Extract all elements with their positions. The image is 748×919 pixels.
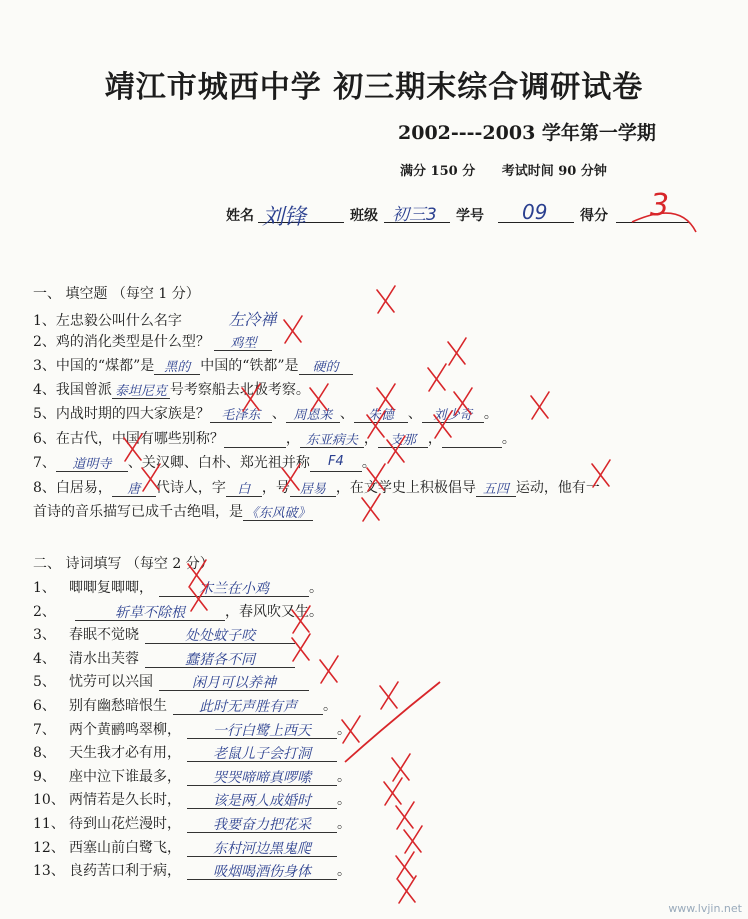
poem-prompt: 天生我才必有用， (69, 745, 181, 762)
full-score: 满分 150 分 (400, 164, 476, 179)
poem-number: 4、 (33, 650, 56, 667)
poem-number: 7、 (33, 721, 56, 738)
poem-number: 1、 (33, 580, 56, 596)
red-cross-mark (320, 656, 338, 683)
q8-answer-b: 白 (237, 482, 251, 497)
poem-answer: 老鼠儿子会打洞 (213, 746, 311, 763)
poem-answer: 一行白鹭上西天 (213, 722, 311, 739)
poem-after: 。 (323, 698, 337, 714)
q3-answer-a: 黑的 (164, 360, 191, 375)
q3-text-a: 3、中国的“煤都”是 (33, 358, 155, 374)
class-label: 班级 (350, 208, 378, 224)
poem-answer: 处处蚊子咬 (185, 628, 255, 645)
section1-title: 一、 填空题 （每空 1 分） (33, 286, 200, 302)
poem-answer: 东村河边黑鬼爬 (213, 840, 311, 857)
red-cross-mark (362, 494, 380, 521)
poem-prompt: 待到山花烂漫时， (69, 816, 181, 832)
name-value: 刘锋 (262, 205, 307, 230)
q8-text-a: 8、白居易， (33, 480, 112, 496)
red-cross-mark (387, 436, 405, 463)
q5-answer-2: 周恩来 (293, 408, 333, 423)
poem-answer: 蠢猪各不同 (185, 651, 255, 668)
q7-answer-b: F4 (328, 454, 344, 469)
score-flourish (632, 213, 696, 232)
poem-answer: 此时无声胜有声 (199, 699, 297, 715)
q5-row: 5、内战时期的四大家族是？ 毛泽东 、 周恩来 、 朱德 、 刘少奇 。 (33, 406, 498, 423)
q6-row: 6、在古代，中国有哪些别称？ ， 东亚病夫 ， 支那 ， 。 (33, 431, 516, 448)
poem-number: 8、 (33, 745, 56, 762)
poem-after: 。 (309, 580, 323, 596)
q4-answer: 泰坦尼克 (114, 384, 167, 399)
poem-answer: 哭哭啼啼真啰嗦 (213, 769, 311, 786)
q8-text-d: ，在文学史上积极倡导 (335, 480, 476, 496)
q4-text-b: 号考察船去北极考察。 (169, 382, 310, 398)
red-cross-mark (377, 286, 395, 313)
poem-after: 。 (337, 816, 351, 832)
q5-answer-4: 刘少奇 (433, 408, 473, 423)
red-cross-mark (310, 384, 328, 411)
red-cross-mark (384, 778, 402, 805)
score-label: 得分 (580, 208, 608, 224)
poem-prompt: 西塞山前白鹭飞， (69, 839, 181, 856)
red-cross-mark (292, 606, 310, 633)
poem-number: 2、 (33, 603, 56, 620)
poem-number: 9、 (33, 768, 56, 785)
red-cross-mark (188, 560, 206, 587)
poem-number: 10、 (33, 792, 65, 809)
poem-prompt: 唧唧复唧唧， (69, 580, 153, 596)
poem-number: 12、 (33, 839, 65, 856)
q7-text: 、关汉卿、白朴、郑光祖并称 (127, 455, 310, 471)
q8-answer-d: 五四 (482, 482, 509, 497)
poem-prompt: 清水出芙蓉 (69, 650, 139, 667)
watermark: www.lvjin.net (668, 902, 742, 915)
poem-after: 。 (337, 792, 351, 809)
red-cross-mark (428, 364, 446, 391)
red-cross-mark (531, 392, 549, 419)
q8-text-b: 代诗人，字 (155, 480, 226, 496)
q5-answer-1: 毛泽东 (221, 408, 261, 423)
name-label: 姓名 (226, 208, 254, 224)
poem-prompt: 忧劳可以兴国 (69, 674, 153, 691)
q2-answer: 鸡型 (230, 336, 257, 351)
q3-text-b: 中国的“铁都”是 (200, 358, 299, 374)
q3-answer-b: 硬的 (312, 360, 339, 375)
red-cross-mark (377, 384, 395, 411)
red-slash-mark (345, 682, 440, 762)
section2-title: 二、 诗词填写 （每空 2 分） (33, 556, 214, 572)
q1-answer: 左冷禅 (228, 310, 277, 329)
poem-answer: 木兰在小鸡 (199, 581, 269, 597)
red-cross-mark (592, 460, 610, 487)
q1-text: 1、左忠毅公叫什么名字 (33, 313, 182, 329)
poem-number: 11、 (33, 816, 65, 832)
poem-answer: 斩草不除根 (115, 604, 185, 621)
red-cross-mark (242, 384, 260, 411)
number-value: 09 (522, 200, 548, 224)
poem-after: 。 (337, 863, 351, 880)
q8-answer-f: 《东风破》 (245, 506, 311, 521)
q7-row: 7、 道明寺 、关汉卿、白朴、郑光祖并称 F4 。 (33, 454, 376, 472)
poem-answer: 我要奋力把花采 (213, 817, 311, 833)
q8-answer-a: 唐 (127, 482, 141, 497)
red-cross-mark (434, 411, 452, 438)
red-cross-mark (190, 584, 208, 611)
q2-text: 2、鸡的消化类型是什么型？ (33, 334, 210, 350)
poem-answer: 吸烟喝酒伤身体 (213, 864, 311, 881)
red-cross-mark (398, 876, 416, 903)
red-cross-mark (282, 464, 300, 491)
poem-after: 。 (337, 768, 351, 785)
score-value: 3 (650, 188, 670, 223)
poem-prompt: 良药苦口利于病， (69, 863, 181, 880)
red-cross-mark (448, 338, 466, 365)
red-cross-mark (396, 802, 414, 829)
q8-text-e: 运动，他有一 (515, 480, 600, 496)
q5-text: 5、内战时期的四大家族是？ (33, 406, 210, 422)
poem-number: 3、 (33, 627, 56, 644)
red-cross-mark (396, 852, 414, 879)
red-cross-mark (392, 754, 410, 781)
poem-number: 13、 (33, 863, 65, 880)
red-cross-mark (342, 716, 360, 743)
q4-text-a: 4、我国曾派 (33, 382, 112, 398)
red-cross-mark (454, 388, 472, 415)
q8-text-f: 首诗的音乐描写已成千古绝唱，是 (33, 504, 243, 520)
q6-answer-3: 支那 (389, 433, 416, 448)
red-cross-mark (380, 682, 398, 709)
poem-answer: 该是两人成婚时 (213, 793, 311, 810)
poem-after: 。 (337, 721, 351, 738)
term-label: 2002----2003 学年第一学期 (398, 122, 656, 144)
q7-answer-a: 道明寺 (72, 457, 112, 472)
poem-prompt: 别有幽愁暗恨生 (69, 698, 167, 714)
q6-text: 6、在古代，中国有哪些别称？ (33, 431, 224, 447)
exam-title: 靖江市城西中学 初三期末综合调研试卷 (104, 70, 644, 105)
red-cross-mark (292, 634, 310, 661)
number-label: 学号 (456, 208, 484, 224)
red-cross-mark (124, 434, 142, 461)
q8-answer-c: 居易 (299, 482, 326, 497)
poem-number: 5、 (33, 674, 56, 691)
q8-text-c: ，号 (261, 480, 290, 496)
poem-prompt: 两情若是久长时， (69, 792, 181, 809)
poem-prompt: 两个黄鹂鸣翠柳， (69, 721, 181, 738)
class-value: 初三3 (392, 205, 437, 225)
q6-answer-2: 东亚病夫 (305, 433, 358, 448)
red-cross-mark (142, 464, 160, 491)
poem-after: ，春风吹又生。 (225, 603, 323, 620)
poem-answer: 闲月可以养神 (192, 675, 276, 692)
poem-prompt: 座中泣下谁最多， (69, 768, 181, 785)
exam-time: 考试时间 90 分钟 (501, 164, 607, 179)
red-cross-mark (404, 826, 422, 853)
red-cross-mark (284, 316, 302, 343)
q5-answer-3: 朱德 (367, 408, 394, 423)
red-cross-mark (367, 411, 385, 438)
poem-number: 6、 (33, 698, 56, 714)
red-cross-mark (367, 464, 385, 491)
poem-prompt: 春眠不觉晓 (69, 627, 139, 644)
